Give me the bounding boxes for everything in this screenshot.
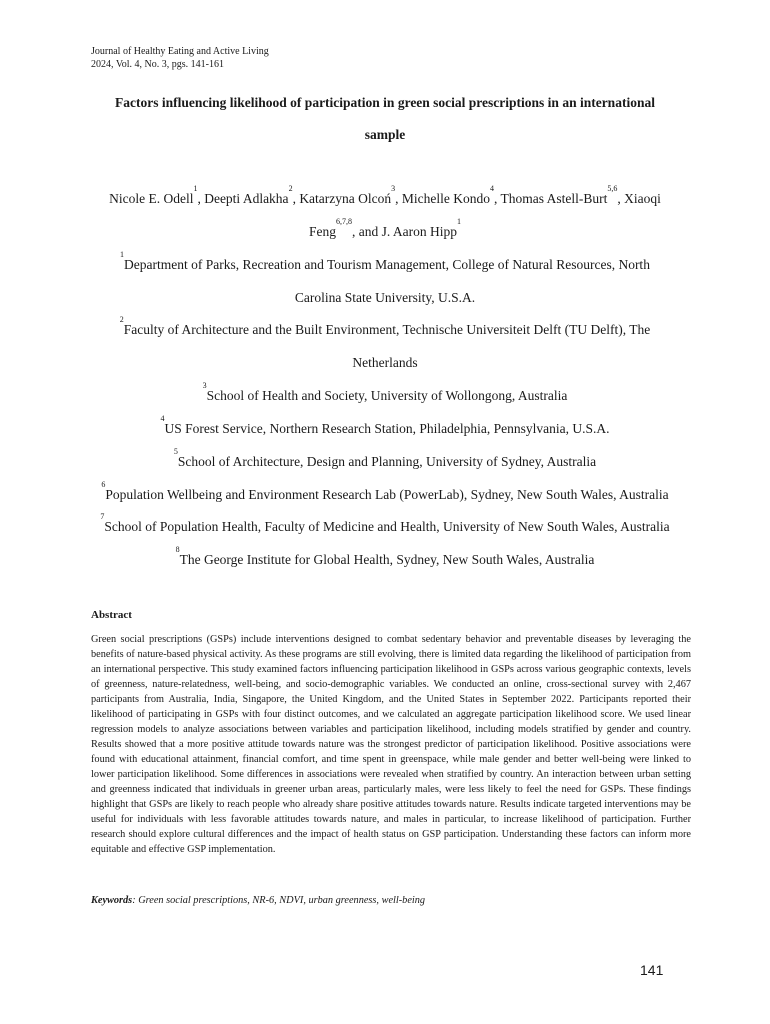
affiliation-number: 3: [202, 381, 207, 390]
affiliation-text: Department of Parks, Recreation and Tourism Management, College of Natural Resources, North: [124, 257, 650, 272]
affiliation-8: [40, 545, 730, 568]
affiliation-text: US Forest Service, Northern Research Station, Philadelphia, Pennsylvania, U.S.A.: [164, 421, 610, 436]
affiliation-marker: 3: [391, 184, 396, 193]
author-name: , Deepti Adlakha: [197, 191, 289, 206]
abstract-text: Green social prescriptions (GSPs) include interventions designed to combat sedentary behavior and preventable diseases by leveraging the benefits of nature-based physical activity. As these programs are still evolving, there is limited data regarding the likelihood of participation from an international perspective. This study examined factors influencing participation likelihood in GSPs across various geographic contexts, levels of greenness, nature-relatedness, well-being, and socio-demographic variables. We conducted an online, cross-sectional survey with 2,467 participants from Australia, India, Singapore, the United Kingdom, and the United States in September 2022. Participants reported their likelihood of participating in GSPs with four distinct outcomes, and we calculated an aggregate participation likelihood score. We used linear regression models to analyze associations between variables and participation likelihood, including models stratified by gender and country. Results showed that a more positive attitude towards nature was the strongest predictor of participation likelihood. Positive associations were found with educational attainment, financial comfort, and time spent in greenspace, while male gender and better well-being were linked to lower participation likelihood. Some differences in associations were revealed when stratified by country. An interaction between urban setting and greenness indicated that individuals in greener urban areas, particularly males, were less likely to feel the need for GSPs. These findings highlight that GSPs are likely to reach people who already share positive attitudes towards nature. Results indicate targeted interventions may be useful for individuals with less favorable attitudes towards nature, and males in particular, to increase likelihood of participation. Further research should explore cultural differences and the impact of health status on GSP participation. Understanding these factors can inform more equitable and effective GSP implementation.: [91, 634, 691, 855]
keywords-values: : Green social prescriptions, NR-6, NDVI, urban greenness, well-being: [132, 895, 426, 906]
affiliation-6: [40, 480, 730, 503]
author-list-line-1: [40, 184, 730, 207]
affiliation-4: [40, 414, 730, 437]
affiliation-number: 8: [175, 545, 180, 554]
paper-title-line-1: Factors influencing likelihood of participation in green social prescriptions in an international: [115, 95, 655, 110]
affiliation-3: [40, 381, 730, 404]
page-number: 141: [640, 962, 664, 978]
affiliation-5: [40, 447, 730, 470]
abstract-heading: Abstract: [91, 609, 132, 621]
author-list-line-2: [40, 217, 730, 240]
affiliation-number: 7: [100, 512, 105, 521]
journal-name: Journal of Healthy Eating and Active Living: [91, 46, 269, 57]
affiliation-text: School of Health and Society, University of Wollongong, Australia: [206, 388, 568, 403]
affiliation-marker: 5,6: [607, 184, 618, 193]
affiliation-marker: 6,7,8: [336, 217, 352, 226]
author-name: , Michelle Kondo: [395, 191, 491, 206]
affiliation-2-continued: Netherlands: [352, 355, 418, 370]
affiliation-marker: 4: [490, 184, 495, 193]
affiliation-number: 6: [101, 480, 106, 489]
affiliation-number: 5: [173, 447, 178, 456]
affiliation-text: The George Institute for Global Health, Sydney, New South Wales, Australia: [179, 552, 595, 567]
author-name: , and J. Aaron Hipp: [352, 224, 457, 239]
affiliation-number: 1: [120, 250, 125, 259]
affiliation-marker: 1: [193, 184, 198, 193]
affiliation-text: Population Wellbeing and Environment Research Lab (PowerLab), Sydney, New South Wales, Australia: [105, 487, 669, 502]
author-name: , Katarzyna Olcoń: [292, 191, 392, 206]
keywords-label: Keywords: [91, 895, 133, 906]
affiliation-1: [40, 250, 730, 273]
affiliation-text: School of Population Health, Faculty of Medicine and Health, University of New South Wales, Australia: [104, 519, 670, 534]
affiliation-text: Faculty of Architecture and the Built Environment, Technische Universiteit Delft (TU Delft), The: [123, 322, 651, 337]
affiliation-marker: 2: [288, 184, 293, 193]
affiliation-1-continued: Carolina State University, U.S.A.: [294, 290, 476, 305]
keywords: [91, 895, 425, 906]
affiliation-number: 2: [119, 315, 124, 324]
journal-citation: 2024, Vol. 4, No. 3, pgs. 141-161: [91, 59, 224, 70]
author-name: , Xiaoqi: [617, 191, 661, 206]
affiliation-number: 4: [160, 414, 165, 423]
paper-title-line-2: sample: [364, 127, 406, 142]
affiliation-text: School of Architecture, Design and Planning, University of Sydney, Australia: [177, 454, 597, 469]
author-name: , Thomas Astell-Burt: [494, 191, 608, 206]
affiliation-7: [40, 512, 730, 535]
author-name: Feng: [309, 224, 336, 239]
journal-header: [91, 45, 269, 71]
author-name: Nicole E. Odell: [109, 191, 194, 206]
affiliation-2: [40, 315, 730, 338]
affiliation-marker: 1: [457, 217, 461, 226]
